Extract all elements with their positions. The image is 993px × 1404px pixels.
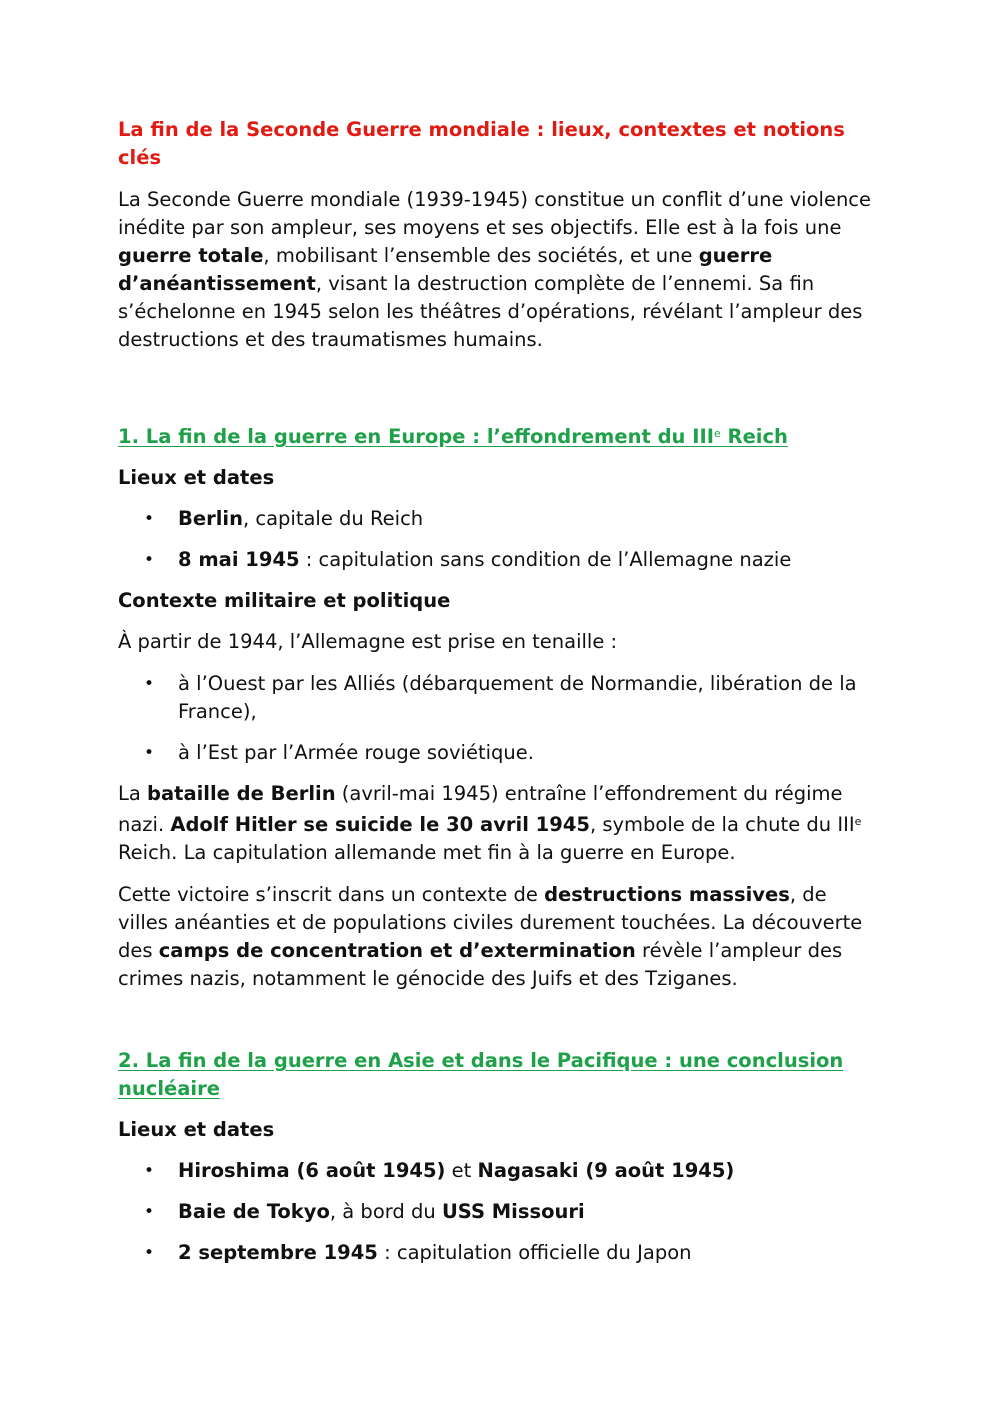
list-item-text: et bbox=[445, 1159, 478, 1182]
section-1-heading-text-b: Reich bbox=[720, 425, 788, 448]
section-2-places-heading: Lieux et dates bbox=[118, 1118, 275, 1141]
section-2-heading: 2. La fin de la guerre en Asie et dans le Pacifique : une conclusion nucléaire bbox=[118, 1049, 844, 1100]
list-item-text: : capitulation officielle du Japon bbox=[377, 1241, 692, 1264]
list-item-bold-date: 2 septembre 1945 bbox=[178, 1241, 378, 1264]
intro-text-3: , visant la destruction complète de l’ennemi. Sa fin s’échelonne en 1945 selon les théâtres d’opérations, révélant l’ampleur des destructions et des traumatismes humains. bbox=[118, 272, 863, 351]
section-1-heading bbox=[118, 420, 878, 451]
intro-paragraph bbox=[118, 186, 878, 354]
list-item-text: , à bord du bbox=[329, 1200, 442, 1223]
victory-bold-camps: camps de concentration et d’extermination bbox=[158, 939, 636, 962]
section-1-victory-paragraph bbox=[118, 881, 878, 993]
berlin-bold-hitler: Adolf Hitler se suicide le 30 avril 1945 bbox=[170, 813, 590, 836]
list-item bbox=[118, 1239, 878, 1267]
berlin-sup: e bbox=[854, 815, 862, 828]
section-1-heading-sup: e bbox=[713, 427, 721, 440]
list-item-text: , capitale du Reich bbox=[242, 507, 424, 530]
intro-text-1: La Seconde Guerre mondiale (1939-1945) constitue un conflit d’une violence inédite par son ampleur, ses moyens et ses objectifs. Elle est à la fois une bbox=[118, 188, 872, 239]
section-1-context-heading: Contexte militaire et politique bbox=[118, 589, 451, 612]
list-item: • à l’Ouest par les Alliés (débarquement de Normandie, libération de la France), bbox=[118, 670, 878, 726]
list-item-text: : capitulation sans condition de l’Allemagne nazie bbox=[299, 548, 792, 571]
victory-text-3: révèle l’ampleur des crimes nazis, notamment le génocide des Juifs et des Tziganes. bbox=[118, 939, 843, 990]
section-2-places-list bbox=[118, 1157, 878, 1267]
document-page bbox=[118, 116, 878, 1280]
berlin-text-1: La bbox=[118, 782, 148, 805]
list-item bbox=[118, 1157, 878, 1185]
list-item-bold: Berlin bbox=[178, 507, 243, 530]
list-item: • à l’Est par l’Armée rouge soviétique. bbox=[118, 739, 878, 767]
list-item-bold-baie: Baie de Tokyo bbox=[178, 1200, 330, 1223]
document-title: La fin de la Seconde Guerre mondiale : lieux, contextes et notions clés bbox=[118, 118, 845, 169]
list-item-bold-hiroshima: Hiroshima (6 août 1945) bbox=[178, 1159, 446, 1182]
list-item bbox=[118, 546, 878, 574]
berlin-text-2: (avril-mai 1945) entraîne l’effondrement du régime nazi. bbox=[118, 782, 843, 836]
section-1-fronts-list bbox=[118, 670, 878, 767]
victory-bold-destructions: destructions massives bbox=[544, 883, 790, 906]
victory-text-1: Cette victoire s’inscrit dans un contexte de bbox=[118, 883, 545, 906]
intro-text-2: , mobilisant l’ensemble des sociétés, et une bbox=[263, 244, 699, 267]
list-item-bold: 8 mai 1945 bbox=[178, 548, 300, 571]
list-item bbox=[118, 505, 878, 533]
intro-bold-guerre-aneantissement: guerre d’anéantissement bbox=[118, 244, 773, 295]
section-1-berlin-paragraph bbox=[118, 780, 878, 867]
list-item-bold-missouri: USS Missouri bbox=[441, 1200, 585, 1223]
berlin-text-3: , symbole de la chute du III bbox=[589, 813, 855, 836]
section-1-places-list bbox=[118, 505, 878, 574]
intro-bold-guerre-totale: guerre totale bbox=[118, 244, 264, 267]
section-1-context-intro: À partir de 1944, l’Allemagne est prise en tenaille : bbox=[118, 630, 618, 653]
section-1-heading-text-a: 1. La fin de la guerre en Europe : l’effondrement du III bbox=[118, 425, 714, 448]
berlin-text-4: Reich. La capitulation allemande met fin à la guerre en Europe. bbox=[118, 841, 736, 864]
victory-text-2: , de villes anéanties et de populations civiles durement touchées. La découverte des bbox=[118, 883, 863, 962]
list-item bbox=[118, 1198, 878, 1226]
section-1-places-heading: Lieux et dates bbox=[118, 466, 275, 489]
berlin-bold-bataille: bataille de Berlin bbox=[147, 782, 336, 805]
list-item-bold-nagasaki: Nagasaki (9 août 1945) bbox=[477, 1159, 735, 1182]
